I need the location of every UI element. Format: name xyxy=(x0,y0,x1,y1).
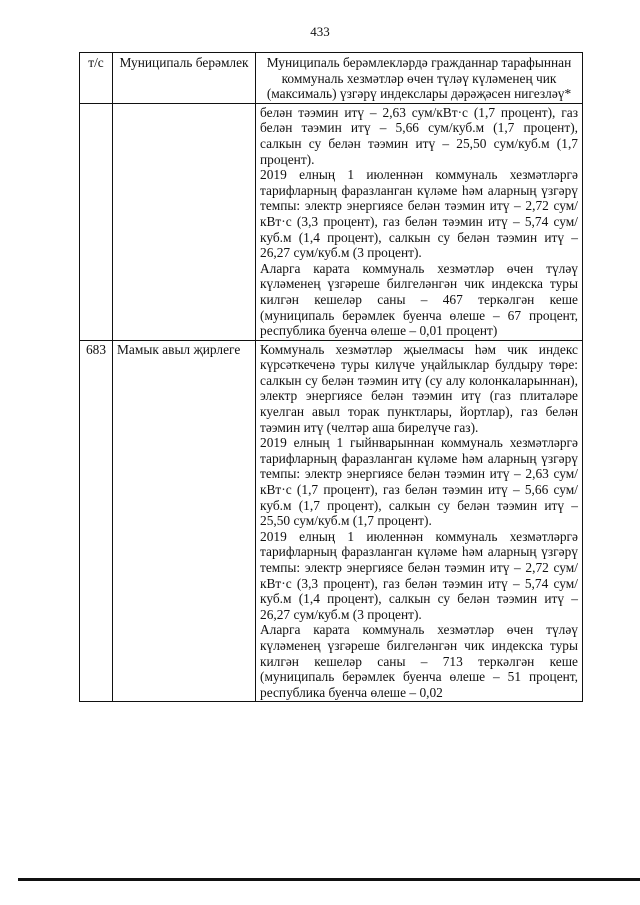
header-row xyxy=(80,53,583,104)
description-paragraph: 2019 елның 1 июленнән коммуналь хезмәтләргә тарифларның фаразланган күләме һәм аларның үзгәрү темпы: электр энергиясе белән тәэмин итү – 2,72 сум/кВт·с (3,3 процент), газ белән тәэмин итү – 5,74 сум/куб.м (1,4 процент), салкын су белән тәэмин итү – 26,27 сум/куб.м (3 процент). xyxy=(260,167,578,261)
header-number: т/с xyxy=(80,53,113,104)
description-paragraph: 2019 елның 1 гыйнварыннан коммуналь хезмәтләргә тарифларның фаразланган күләме һәм аларның үзгәрү темпы: электр энергиясе белән тәэмин итү – 2,63 сум/кВт·с (1,7 процент), газ белән тәэмин итү – 5,66 сум/куб.м (1,7 процент), салкын су белән тәэмин итү – 25,50 сум/куб.м (1,7 процент). xyxy=(260,435,578,529)
description-paragraph: Аларга карата коммуналь хезмәтләр өчен түләү күләменең үзгәреше билгеләнгән чик индекска туры килгән кешеләр саны – 467 теркәлгән кеше (муниципаль берәмлек буенча өлеше – 67 процент, республика буенча өлеше – 0,01 процент) xyxy=(260,260,578,339)
header-municipality: Муниципаль берәмлек xyxy=(113,53,256,104)
description-paragraph: белән тәэмин итү – 2,63 сум/кВт·с (1,7 процент), газ белән тәэмин итү – 5,66 сум/куб.м (1,7 процент), салкын су белән тәэмин итү – 25,50 сум/куб.м (1,7 процент). xyxy=(260,104,578,167)
page-number: 433 xyxy=(310,24,330,39)
header-description: Муниципаль берәмлекләрдә гражданнар тарафыннан коммуналь хезмәтләр өчен түләү күләменең чик (максималь) үзгәрү индекслары дәрәҗәсен нигезләү* xyxy=(256,53,583,104)
row-municipality xyxy=(113,103,256,340)
row-description xyxy=(256,103,583,340)
table-header xyxy=(80,53,583,104)
table-row xyxy=(80,103,583,340)
description-paragraph: 2019 елның 1 июленнән коммуналь хезмәтләргә тарифларның фаразланган күләме һәм аларның үзгәрү темпы: электр энергиясе белән тәэмин итү – 2,72 сум/кВт·с (3,3 процент), газ белән тәэмин итү – 5,74 сум/куб.м (1,4 процент), салкын су белән тәэмин итү – 26,27 сум/куб.м (3 процент). xyxy=(260,528,578,622)
tariff-table xyxy=(79,52,583,702)
row-description xyxy=(256,340,583,702)
row-number: 683 xyxy=(80,340,113,702)
page-bottom-rule xyxy=(18,878,640,881)
description-paragraph: Аларга карата коммуналь хезмәтләр өчен түләү күләменең үзгәреше билгеләнгән чик индекска туры килгән кешеләр саны – 713 теркәлгән кеше (муниципаль берәмлек буенча өлеше – 51 процент, республика буенча өлеше – 0,02 xyxy=(260,622,578,700)
row-number xyxy=(80,103,113,340)
row-municipality: Мамык авыл җирлеге xyxy=(113,340,256,702)
table-body xyxy=(80,103,583,702)
table-row xyxy=(80,340,583,702)
description-paragraph: Коммуналь хезмәтләр җыелмасы һәм чик индекс күрсәткеченә туры килүче уңайлыклар булдыру төре: салкын су белән тәэмин итү (су алу колонкаларыннан), электр энергиясе белән тәэмин итү (газ плиталәре куелган авыл торак пунктлары, йортлар), газ белән тәэмин итү (челтәр аша бирелүче газ). xyxy=(260,341,578,435)
